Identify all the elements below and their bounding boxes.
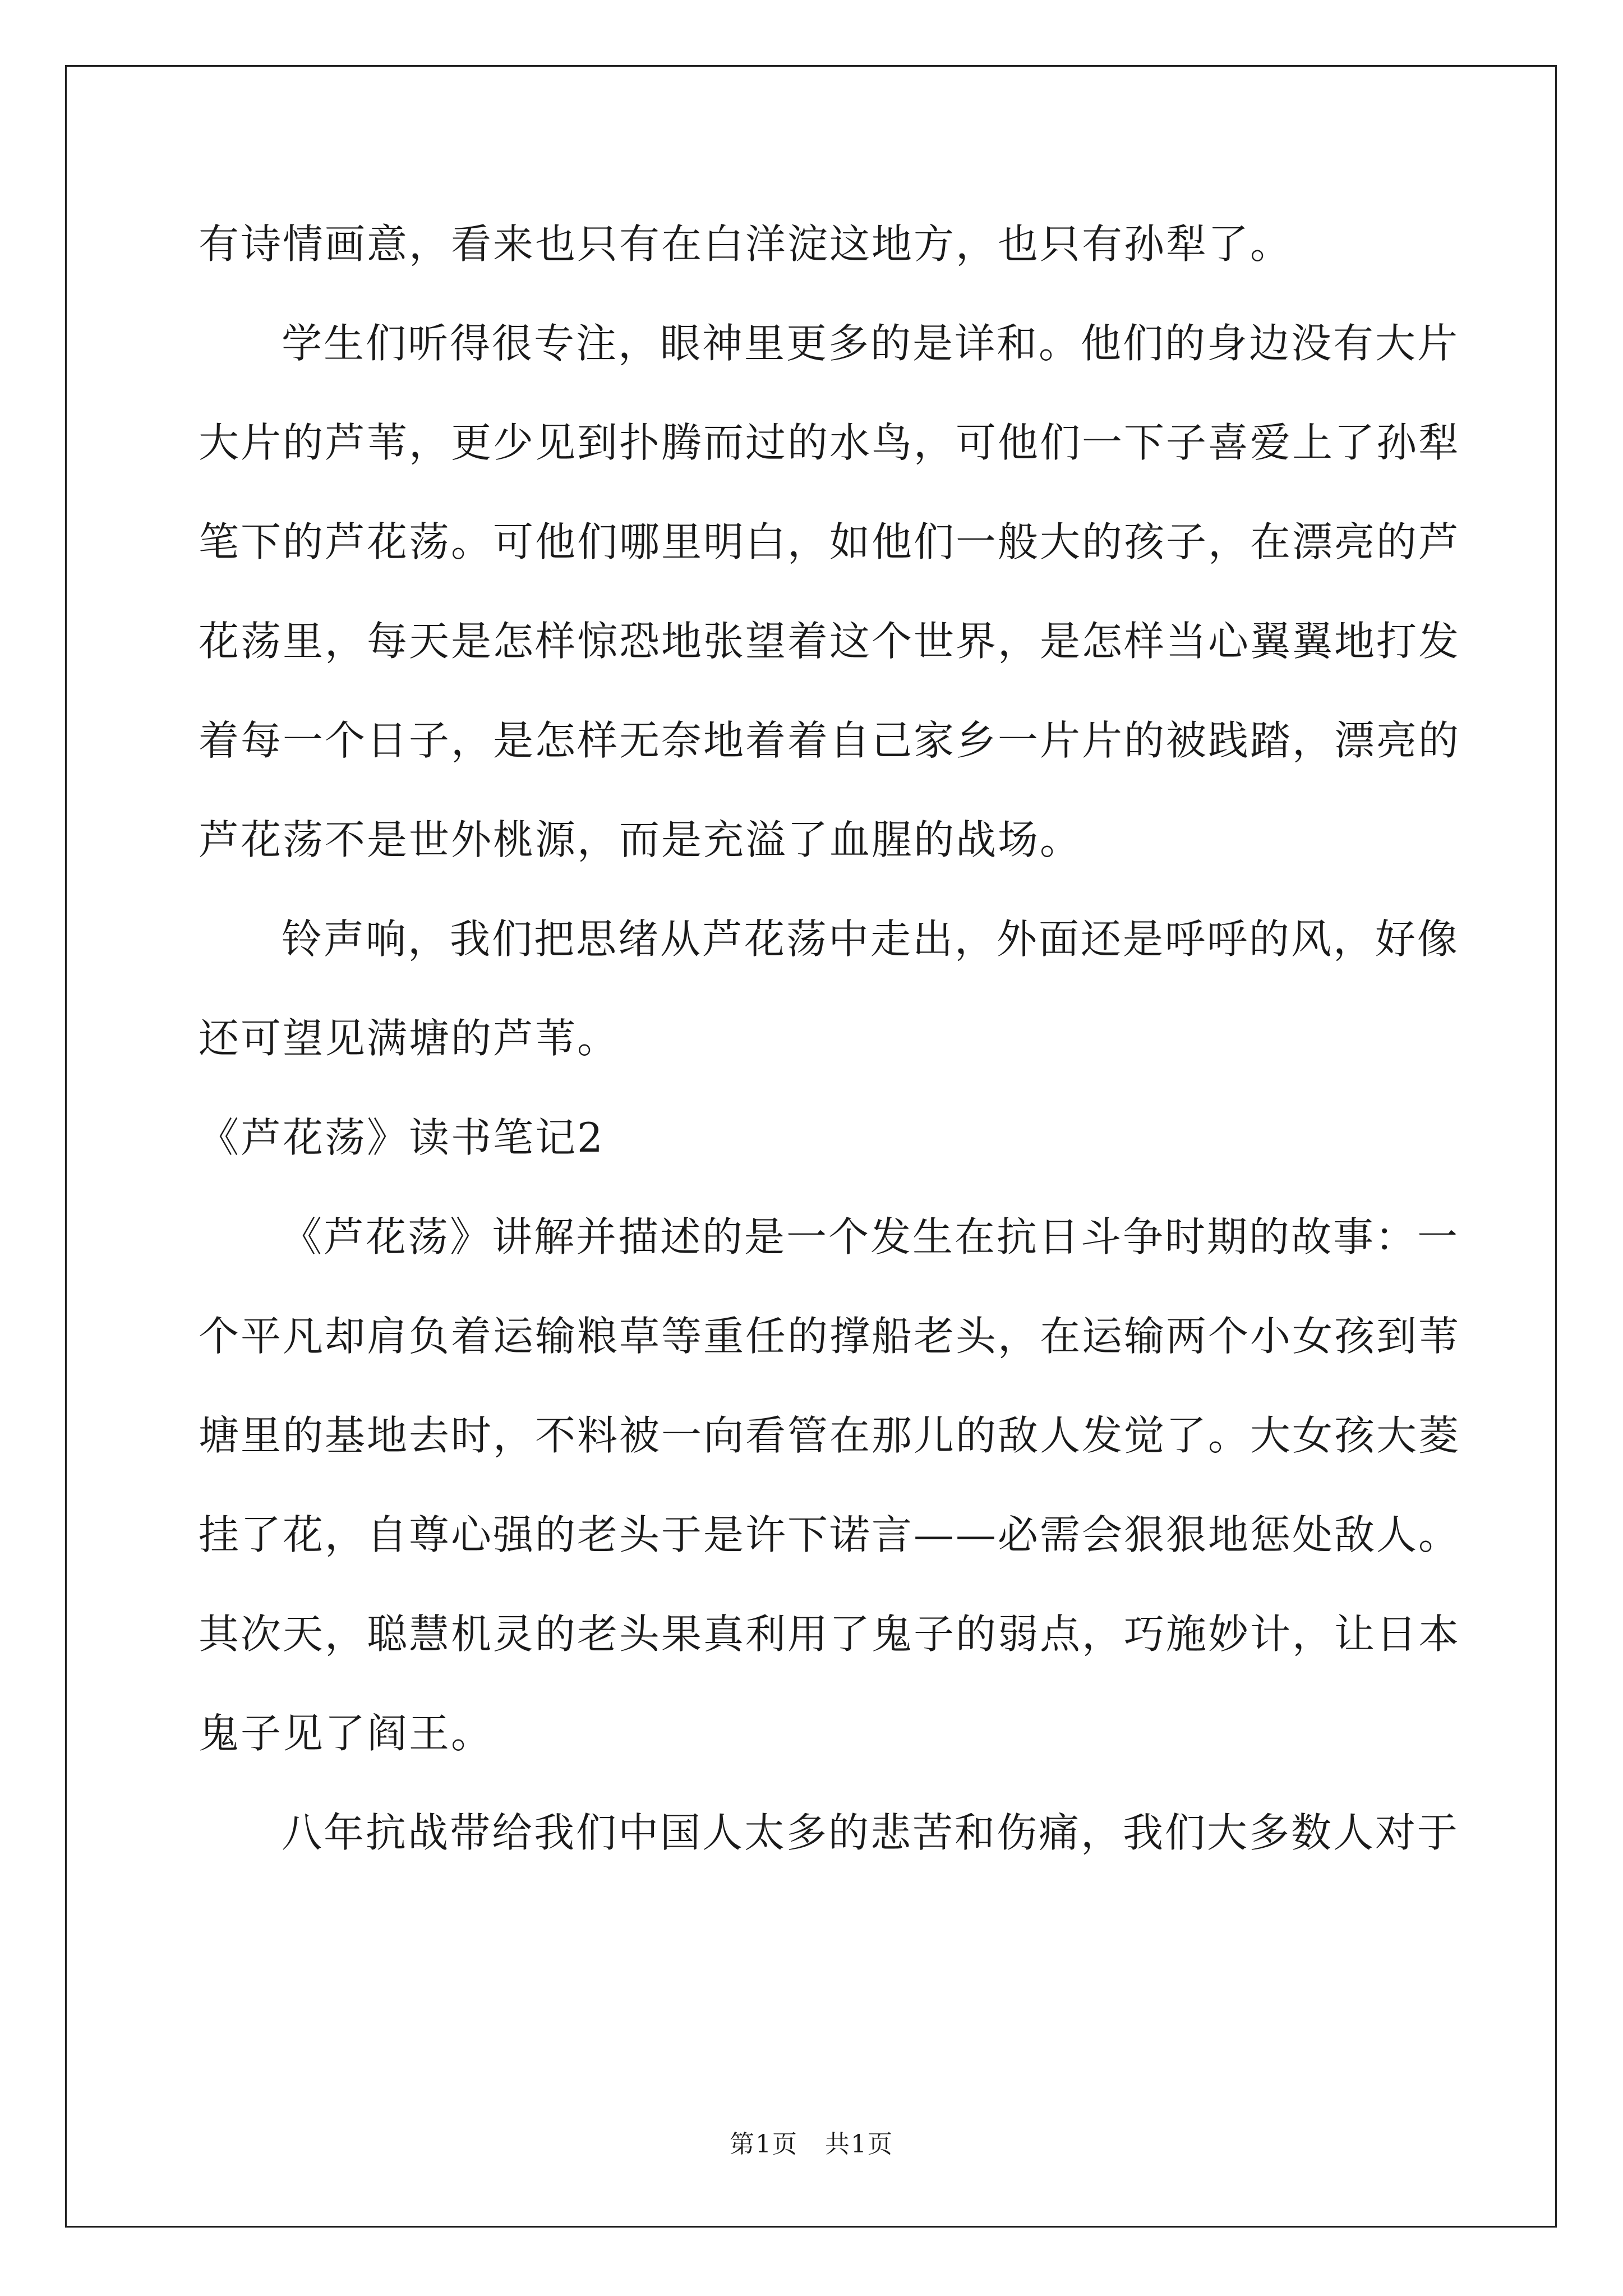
text-line: 其次天，聪慧机灵的老头果真利用了鬼子的弱点，巧施妙计，让日本: [199, 1611, 1461, 1658]
text-line: 铃声响，我们把思绪从芦花荡中走出，外面还是呼呼的风，好像: [282, 915, 1460, 963]
text-line: 有诗情画意，看来也只有在白洋淀这地方，也只有孙犁了。: [199, 220, 1293, 268]
text-line: 《芦花荡》讲解并描述的是一个发生在抗日斗争时期的故事：一: [282, 1213, 1460, 1260]
document-body: [199, 195, 1461, 1883]
page-number: 第1页: [730, 2130, 798, 2159]
text-line: 八年抗战带给我们中国人太多的悲苦和伤痛，我们大多数人对于: [282, 1809, 1460, 1856]
text-line: 芦花荡不是世外桃源，而是充溢了血腥的战场。: [199, 816, 1082, 863]
text-line: 个平凡却肩负着运输粮草等重任的撑船老头，在运输两个小女孩到苇: [199, 1313, 1461, 1360]
page-footer: [0, 2124, 1623, 2160]
text-line: 挂了花，自尊心强的老头于是许下诺言——必需会狠狠地惩处敌人。: [199, 1511, 1461, 1558]
text-line: 花荡里，每天是怎样惊恐地张望着这个世界，是怎样当心翼翼地打发: [199, 618, 1461, 665]
section-heading: 《芦花荡》读书笔记2: [199, 1114, 605, 1161]
page-total: 共1页: [825, 2130, 893, 2159]
text-line: 学生们听得很专注，眼神里更多的是详和。他们的身边没有大片: [282, 320, 1460, 367]
text-line: 塘里的基地去时，不料被一向看管在那儿的敌人发觉了。大女孩大菱: [199, 1412, 1461, 1459]
text-line: 鬼子见了阎王。: [199, 1710, 494, 1757]
text-line: 笔下的芦花荡。可他们哪里明白，如他们一般大的孩子，在漂亮的芦: [199, 518, 1461, 565]
text-line: 大片的芦苇，更少见到扑腾而过的水鸟，可他们一下子喜爱上了孙犁: [199, 419, 1461, 466]
text-line: 还可望见满塘的芦苇。: [199, 1015, 620, 1062]
text-line: 着每一个日子，是怎样无奈地着着自己家乡一片片的被践踏，漂亮的: [199, 717, 1461, 764]
